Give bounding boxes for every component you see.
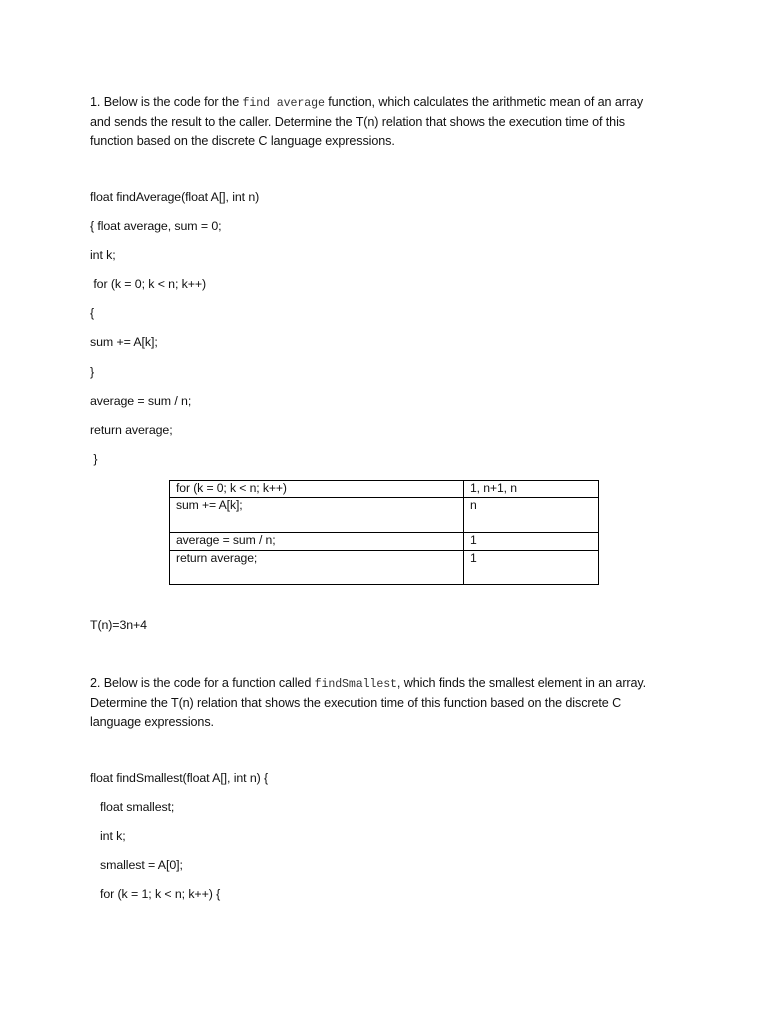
question-2-line-2: Determine the T(n) relation that shows the execution time of this function based on the discrete C (90, 696, 622, 710)
code-line: { float average, sum = 0; (90, 219, 222, 233)
table-row (170, 533, 599, 551)
question-2-function-name: findSmallest (314, 678, 397, 691)
question-2-text (90, 674, 680, 732)
table-cell-statement: for (k = 0; k < n; k++) (170, 481, 464, 498)
code-line: float smallest; (90, 800, 175, 814)
question-2-intro-end: , which finds the smallest element in an array. (396, 676, 647, 690)
question-1-intro-end: function, which calculates the arithmetic mean of an array (324, 95, 644, 109)
code-line: } (90, 452, 98, 466)
table-row (170, 481, 599, 498)
table-cell-cost: n (464, 498, 599, 533)
table-cell-statement: return average; (170, 551, 464, 585)
code-line: float findSmallest(float A[], int n) { (90, 771, 269, 785)
table-cell-statement: sum += A[k]; (170, 498, 464, 533)
question-1-line-2: and sends the result to the caller. Determine the T(n) relation that shows the execution time of this (90, 115, 625, 129)
code-line: for (k = 1; k < n; k++) { (90, 887, 221, 901)
table-cell-statement: average = sum / n; (170, 533, 464, 551)
question-1-result: T(n)=3n+4 (90, 618, 147, 632)
table-cell-cost: 1, n+1, n (464, 481, 599, 498)
question-1-function-name: find average (242, 97, 325, 110)
code-line: sum += A[k]; (90, 335, 158, 349)
question-2-line-3: language expressions. (90, 715, 214, 729)
question-2-line-1 (90, 674, 680, 694)
code-line: { (90, 306, 95, 320)
code-line: for (k = 0; k < n; k++) (90, 277, 207, 291)
cost-table (169, 480, 599, 585)
question-1-line-1 (90, 93, 680, 113)
code-line: smallest = A[0]; (90, 858, 183, 872)
table-cell-cost: 1 (464, 551, 599, 585)
code-line: float findAverage(float A[], int n) (90, 190, 260, 204)
table-row (170, 498, 599, 533)
code-line: average = sum / n; (90, 394, 192, 408)
question-1-intro: 1. Below is the code for the (90, 95, 243, 109)
code-line: return average; (90, 423, 173, 437)
question-1-line-3: function based on the discrete C language expressions. (90, 134, 395, 148)
code-line: } (90, 365, 95, 379)
code-line: int k; (90, 829, 126, 843)
table-cell-cost: 1 (464, 533, 599, 551)
question-1-text (90, 93, 680, 151)
question-2-intro: 2. Below is the code for a function called (90, 676, 315, 690)
table-row (170, 551, 599, 585)
code-line: int k; (90, 248, 116, 262)
